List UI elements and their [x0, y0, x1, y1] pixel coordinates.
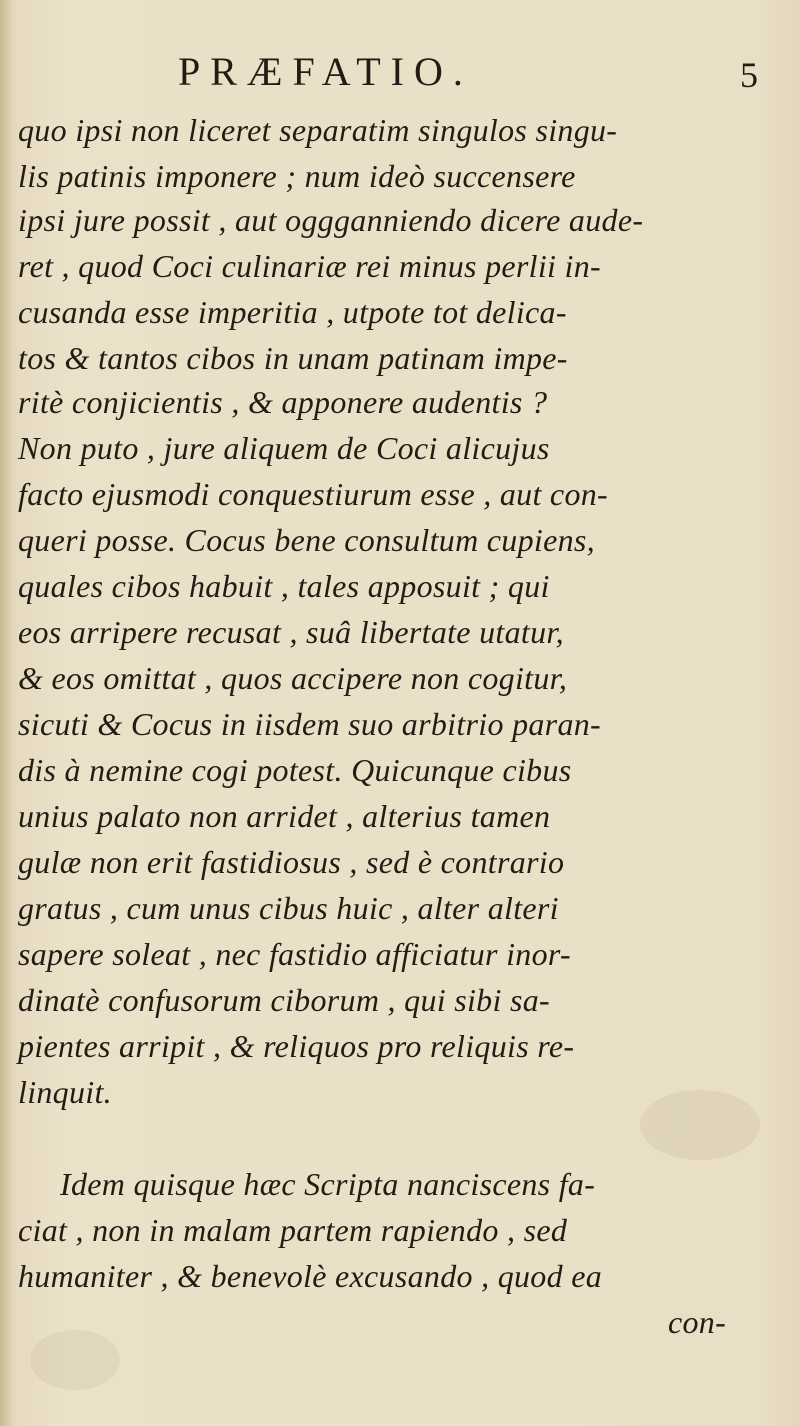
- text-line: linquit.: [18, 1074, 112, 1110]
- text-line: gulæ non erit fastidiosus , sed è contrario: [18, 844, 565, 880]
- paper-stain: [640, 1090, 760, 1160]
- text-line: dis à nemine cogi potest. Quicunque cibus: [18, 752, 572, 788]
- text-line: ipsi jure possit , aut oggganniendo dicere aude-: [18, 202, 644, 238]
- text-line: tos & tantos cibos in unam patinam impe-: [18, 340, 568, 376]
- text-line: dinatè confusorum ciborum , qui sibi sa-: [18, 982, 550, 1018]
- text-line: facto ejusmodi conquestiurum esse , aut con-: [18, 476, 608, 512]
- running-header: [0, 48, 800, 98]
- text-line: cusanda esse imperitia , utpote tot delica-: [18, 294, 567, 330]
- text-line: ciat , non in malam partem rapiendo , sed: [18, 1212, 568, 1248]
- text-line: unius palato non arridet , alterius tamen: [18, 798, 551, 834]
- text-line: lis patinis imponere ; num ideò succensere: [18, 158, 576, 194]
- text-line: sapere soleat , nec fastidio afficiatur inor-: [18, 936, 571, 972]
- page-number: 5: [740, 55, 758, 95]
- text-line: humaniter , & benevolè excusando , quod ea: [18, 1258, 603, 1294]
- text-line: quales cibos habuit , tales apposuit ; qui: [18, 568, 550, 604]
- text-line: Non puto , jure aliquem de Coci alicujus: [18, 430, 550, 466]
- text-line: pientes arripit , & reliquos pro reliquis re-: [18, 1028, 575, 1064]
- text-line: gratus , cum unus cibus huic , alter alteri: [18, 890, 559, 926]
- running-title: PRÆFATIO.: [178, 49, 473, 94]
- text-line: & eos omittat , quos accipere non cogitur,: [18, 660, 568, 696]
- page-spine-edge: [0, 0, 10, 1426]
- text-line: ritè conjicientis , & apponere audentis ?: [18, 384, 548, 420]
- text-line: sicuti & Cocus in iisdem suo arbitrio paran-: [18, 706, 601, 742]
- text-line: ret , quod Coci culinariæ rei minus perlii in-: [18, 248, 601, 284]
- text-line: quo ipsi non liceret separatim singulos singu-: [18, 112, 618, 148]
- catchword: con-: [668, 1304, 727, 1340]
- text-line: queri posse. Cocus bene consultum cupiens,: [18, 522, 595, 558]
- text-line: eos arripere recusat , suâ libertate utatur,: [18, 614, 564, 650]
- paper-stain: [30, 1330, 120, 1390]
- text-line: Idem quisque hæc Scripta nanciscens fa-: [60, 1166, 596, 1202]
